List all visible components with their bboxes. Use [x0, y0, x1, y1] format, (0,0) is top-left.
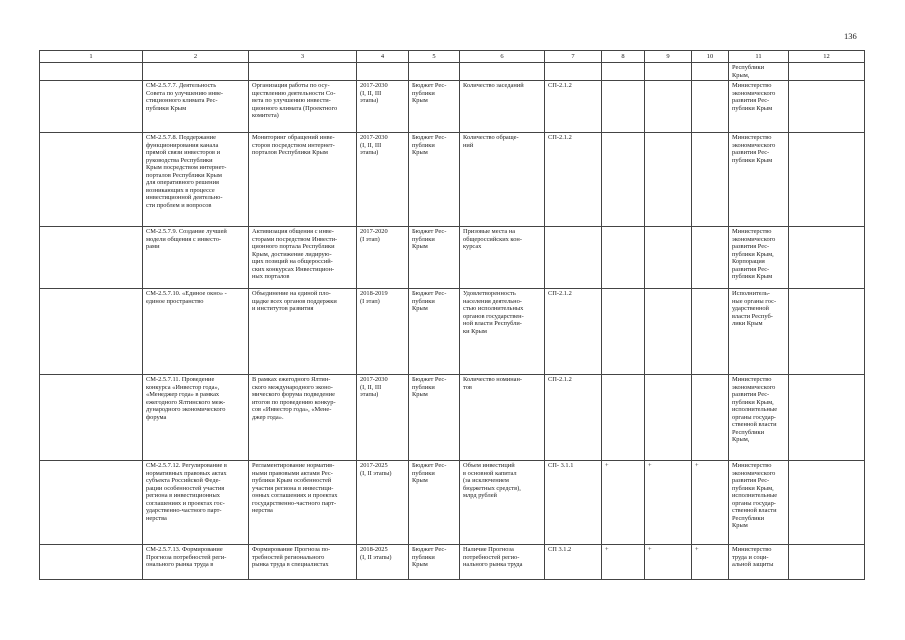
table-cell-col1 — [40, 461, 143, 545]
table-cell-col11: Министерство экономического развития Рес- публики Крым — [729, 81, 789, 133]
column-header-3: 3 — [249, 51, 357, 63]
table-row — [40, 63, 865, 81]
table-cell-col3: Формирование Прогноза по- требностей регионального рынка труда в специалистах — [249, 545, 357, 580]
table-row — [40, 227, 865, 289]
table-cell-col2 — [143, 63, 249, 81]
table-cell-col11: Министерство труда и соци- альной защиты — [729, 545, 789, 580]
table-cell-col9 — [645, 375, 692, 461]
table-cell-col12 — [789, 63, 865, 81]
table-cell-col10 — [692, 81, 729, 133]
table-cell-col8 — [602, 227, 645, 289]
table-cell-col10: + — [692, 545, 729, 580]
table-cell-col6: Наличие Прогноза потребностей регио- нального рынка труда — [460, 545, 545, 580]
table-cell-col1 — [40, 289, 143, 375]
column-header-8: 8 — [602, 51, 645, 63]
table-cell-col2: СМ-2.5.7.10. «Единое окно» - единое пространство — [143, 289, 249, 375]
column-header-10: 10 — [692, 51, 729, 63]
column-header-9: 9 — [645, 51, 692, 63]
table-cell-col3: Организация работы по осу- ществлению деятельности Со- вета по улучшению инвести- ционного климата (Проектного комитета) — [249, 81, 357, 133]
table-cell-col12 — [789, 461, 865, 545]
table-cell-col8 — [602, 133, 645, 227]
table-body — [40, 63, 865, 580]
table-cell-col7: СП-2.1.2 — [545, 375, 602, 461]
table-cell-col6: Количество обраще- ний — [460, 133, 545, 227]
table-row — [40, 289, 865, 375]
table-cell-col11: Республики Крым, — [729, 63, 789, 81]
table-cell-col4: 2018-2019 (I этап) — [357, 289, 409, 375]
table-cell-col12 — [789, 81, 865, 133]
table-cell-col3: Активизация общения с инве- сторами посредством Инвести- ционного портала Республики Крым, достижение лидирую- щих позиций на общероссий- ских конкурсах Инвестицион- ных порталов — [249, 227, 357, 289]
table-cell-col11: Исполнитель- ные органы гос- ударственной власти Респуб- лики Крым — [729, 289, 789, 375]
table-cell-col10 — [692, 289, 729, 375]
table-cell-col10 — [692, 227, 729, 289]
table-cell-col4: 2017-2025 (I, II этапы) — [357, 461, 409, 545]
table-row — [40, 81, 865, 133]
table-cell-col5: Бюджет Рес- публики Крым — [409, 81, 460, 133]
table-cell-col7 — [545, 227, 602, 289]
table-cell-col9: + — [645, 545, 692, 580]
table-row — [40, 545, 865, 580]
column-header-12: 12 — [789, 51, 865, 63]
table-cell-col9 — [645, 63, 692, 81]
table-cell-col4: 2017-2020 (I этап) — [357, 227, 409, 289]
table-cell-col5: Бюджет Рес- публики Крым — [409, 461, 460, 545]
table-cell-col2: СМ-2.5.7.9. Создание лучшей модели общения с инвесто- рами — [143, 227, 249, 289]
table-cell-col3 — [249, 63, 357, 81]
column-header-11: 11 — [729, 51, 789, 63]
table-cell-col6: Удовлетворенность населения деятельно- стью исполнительных органов государствен- ной власти Республи- ки Крым — [460, 289, 545, 375]
table-cell-col4: 2017-2030 (I, II, III этапы) — [357, 133, 409, 227]
table-cell-col11: Министерство экономического развития Рес- публики Крым, Корпорация развития Рес- публики Крым — [729, 227, 789, 289]
column-header-5: 5 — [409, 51, 460, 63]
table-cell-col2: СМ-2.5.7.13. Формирование Прогноза потребностей реги- онального рынка труда в — [143, 545, 249, 580]
table-cell-col5: Бюджет Рес- публики Крым — [409, 545, 460, 580]
table-cell-col4: 2017-2030 (I, II, III этапы) — [357, 375, 409, 461]
table-cell-col1 — [40, 545, 143, 580]
table-cell-col9: + — [645, 461, 692, 545]
table-cell-col2: СМ-2.5.7.11. Проведение конкурса «Инвестор года», «Менеджер года» в рамках ежегодного Ялтинского меж- дународного экономического форума — [143, 375, 249, 461]
header-row — [40, 51, 865, 63]
table-cell-col7: СП- 3.1.1 — [545, 461, 602, 545]
table-cell-col7: СП-2.1.2 — [545, 81, 602, 133]
table-row — [40, 133, 865, 227]
column-header-1: 1 — [40, 51, 143, 63]
table-cell-col3: В рамках ежегодного Ялтин- ского международного эконо- мического форума подведение итогов по проведению конкур- сов «Инвестор года», «Мене- джер года». — [249, 375, 357, 461]
table-cell-col11: Министерство экономического развития Рес- публики Крым, исполнительные органы государ- ственной власти Республики Крым — [729, 461, 789, 545]
table-cell-col6: Количество номинан- тов — [460, 375, 545, 461]
table-cell-col2: СМ-2.5.7.8. Поддержание функционирования канала прямой связи инвесторов и руководства Республики Крым посредством интернет- порталов Республики Крым для оперативного решения возникающих в процессе инвестиционной деятельно- сти проблем и вопросов — [143, 133, 249, 227]
table-cell-col4 — [357, 63, 409, 81]
table-cell-col10 — [692, 375, 729, 461]
table-cell-col8: + — [602, 545, 645, 580]
table-row — [40, 375, 865, 461]
table-cell-col12 — [789, 375, 865, 461]
table-cell-col2: СМ-2.5.7.12. Регулирование в нормативных правовых актах субъекта Российской Феде- рации особенностей участия региона в инвестиционных соглашениях и проектах гос- ударственно-частного парт- нерства — [143, 461, 249, 545]
page-number: 136 — [844, 31, 857, 41]
column-header-2: 2 — [143, 51, 249, 63]
table-cell-col5: Бюджет Рес- публики Крым — [409, 227, 460, 289]
table-cell-col2: СМ-2.5.7.7. Деятельность Совета по улучшению инве- стиционного климата Рес- публики Крым — [143, 81, 249, 133]
table-cell-col8 — [602, 375, 645, 461]
table-cell-col6: Призовые места на общероссийских кон- курсах — [460, 227, 545, 289]
column-header-4: 4 — [357, 51, 409, 63]
table-cell-col8: + — [602, 461, 645, 545]
table-cell-col5: Бюджет Рес- публики Крым — [409, 133, 460, 227]
table-cell-col8 — [602, 63, 645, 81]
table-cell-col3: Регламентирование норматив- ными правовыми актами Рес- публики Крым особенностей участия региона в инвестици- онных соглашениях и проектах государственно-частного парт- нерства — [249, 461, 357, 545]
table-cell-col3: Мониторинг обращений инве- сторов посредством интернет- порталов Республики Крым — [249, 133, 357, 227]
table-cell-col6: Объем инвестиций в основной капитал (за исключением бюджетных средств), млрд рублей — [460, 461, 545, 545]
table-cell-col12 — [789, 289, 865, 375]
table-cell-col10 — [692, 63, 729, 81]
table-cell-col8 — [602, 289, 645, 375]
table-cell-col5: Бюджет Рес- публики Крым — [409, 289, 460, 375]
table-cell-col8 — [602, 81, 645, 133]
table-cell-col9 — [645, 133, 692, 227]
table-cell-col7: СП 3.1.2 — [545, 545, 602, 580]
table-cell-col9 — [645, 289, 692, 375]
table-cell-col1 — [40, 63, 143, 81]
table-cell-col11: Министерство экономического развития Рес- публики Крым — [729, 133, 789, 227]
table-cell-col9 — [645, 81, 692, 133]
table-cell-col1 — [40, 81, 143, 133]
table-cell-col4: 2018-2025 (I, II этапы) — [357, 545, 409, 580]
table-cell-col1 — [40, 133, 143, 227]
table-cell-col10 — [692, 133, 729, 227]
table-cell-col5 — [409, 63, 460, 81]
column-header-6: 6 — [460, 51, 545, 63]
table-cell-col6 — [460, 63, 545, 81]
table-cell-col12 — [789, 133, 865, 227]
table-cell-col7: СП-2.1.2 — [545, 289, 602, 375]
table-cell-col10: + — [692, 461, 729, 545]
table-cell-col6: Количество заседаний — [460, 81, 545, 133]
table-cell-col4: 2017-2030 (I, II, III этапы) — [357, 81, 409, 133]
table-cell-col7: СП-2.1.2 — [545, 133, 602, 227]
table-cell-col1 — [40, 227, 143, 289]
table-cell-col3: Объединение на единой пло- щадке всех органов поддержки и институтов развития — [249, 289, 357, 375]
column-header-7: 7 — [545, 51, 602, 63]
plan-table — [39, 50, 865, 580]
table-cell-col11: Министерство экономического развития Рес- публики Крым, исполнительные органы государ- ственной власти Республики Крым, — [729, 375, 789, 461]
table-row — [40, 461, 865, 545]
table-cell-col5: Бюджет Рес- публики Крым — [409, 375, 460, 461]
table-cell-col1 — [40, 375, 143, 461]
table-cell-col12 — [789, 227, 865, 289]
table-cell-col7 — [545, 63, 602, 81]
table-cell-col12 — [789, 545, 865, 580]
table-cell-col9 — [645, 227, 692, 289]
